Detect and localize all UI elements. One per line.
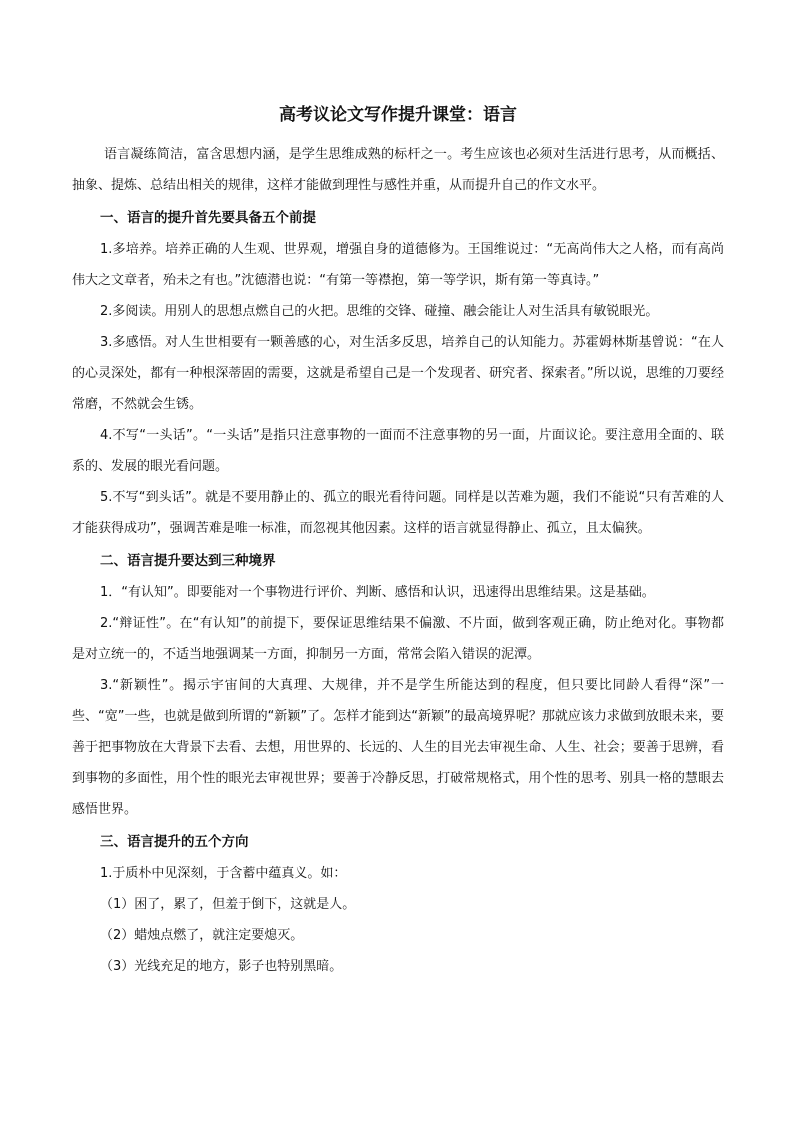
paragraph: 3.“新颖性”。揭示宇宙间的大真理、大规律，并不是学生所能达到的程度，但只要比同龄人看得“深”一些、“宽”一些，也就是做到所谓的“新颖”了。怎样才能到达“新颖”的最高境界呢？那就应该力求做到放眼未来，要善于把事物放在大背景下去看、去想，用世界的、长远的、人生的目光去审视生命、人生、社会；要善于思辨，看到事物的多面性，用个性的眼光去审视世界；要善于冷静反思，打破常规格式，用个性的思考、别具一格的慧眼去感悟世界。: [72, 678, 724, 817]
intro-paragraph: 语言凝练简洁，富含思想内涵，是学生思维成熟的标杆之一。考生应该也必须对生活进行思考，从而概括、抽象、提炼、总结出相关的规律，这样才能做到理性与感性并重，从而提升自己的作文水平。: [72, 147, 724, 193]
example-item: （1）困了，累了，但羞于倒下，这就是人。: [100, 897, 356, 912]
document-page: [72, 100, 724, 982]
paragraph: 2.“辩证性”。在“有认知”的前提下，要保证思维结果不偏激、不片面，做到客观正确，防止绝对化。事物都是对立统一的，不适当地强调某一方面，抑制另一方面，常常会陷入错误的泥潭。: [72, 616, 724, 662]
paragraph: 1．“有认知”。即要能对一个事物进行评价、判断、感悟和认识，迅速得出思维结果。这是基础。: [100, 585, 655, 600]
paragraph: 5.不写“到头话”。就是不要用静止的、孤立的眼光看待问题。同样是以苦难为题，我们不能说“只有苦难的人才能获得成功”，强调苦难是唯一标准，而忽视其他因素。这样的语言就显得静止、孤立，且太偏狭。: [72, 490, 724, 536]
paragraph: 1.多培养。培养正确的人生观、世界观，增强自身的道德修为。王国维说过：“无高尚伟大之人格，而有高尚伟大之文章者，殆未之有也。”沈德潜也说：“有第一等襟抱，第一等学识，斯有第一等真诗。”: [72, 242, 724, 288]
example-item: （3）光线充足的地方，影子也特别黑暗。: [100, 959, 343, 974]
section-heading: 三、语言提升的五个方向: [100, 834, 249, 850]
section-prerequisites: [72, 203, 724, 544]
paragraph: 4.不写“一头话”。“一头话”是指只注意事物的一面而不注意事物的另一面，片面议论。要注意用全面的、联系的、发展的眼光看问题。: [72, 428, 724, 474]
section-directions: [72, 827, 724, 982]
paragraph: 2.多阅读。用别人的思想点燃自己的火把。思维的交锋、碰撞、融会能让人对生活具有敏锐眼光。: [100, 304, 659, 319]
example-item: （2）蜡烛点燃了，就注定要熄灭。: [100, 928, 304, 943]
section-realms: [72, 546, 724, 825]
paragraph: 3.多感悟。对人生世相要有一颗善感的心，对生活多反思，培养自己的认知能力。苏霍姆林斯基曾说：“在人的心灵深处，都有一种根深蒂固的需要，这就是希望自己是一个发现者、研究者、探索者。”所以说，思维的刀要经常磨，不然就会生锈。: [72, 335, 724, 412]
section-heading: 一、语言的提升首先要具备五个前提: [100, 210, 316, 226]
paragraph: 1.于质朴中见深刻，于含蓄中蕴真义。如：: [100, 866, 347, 881]
section-heading: 二、语言提升要达到三种境界: [100, 553, 276, 569]
page-title: 高考议论文写作提升课堂：语言: [279, 105, 517, 125]
